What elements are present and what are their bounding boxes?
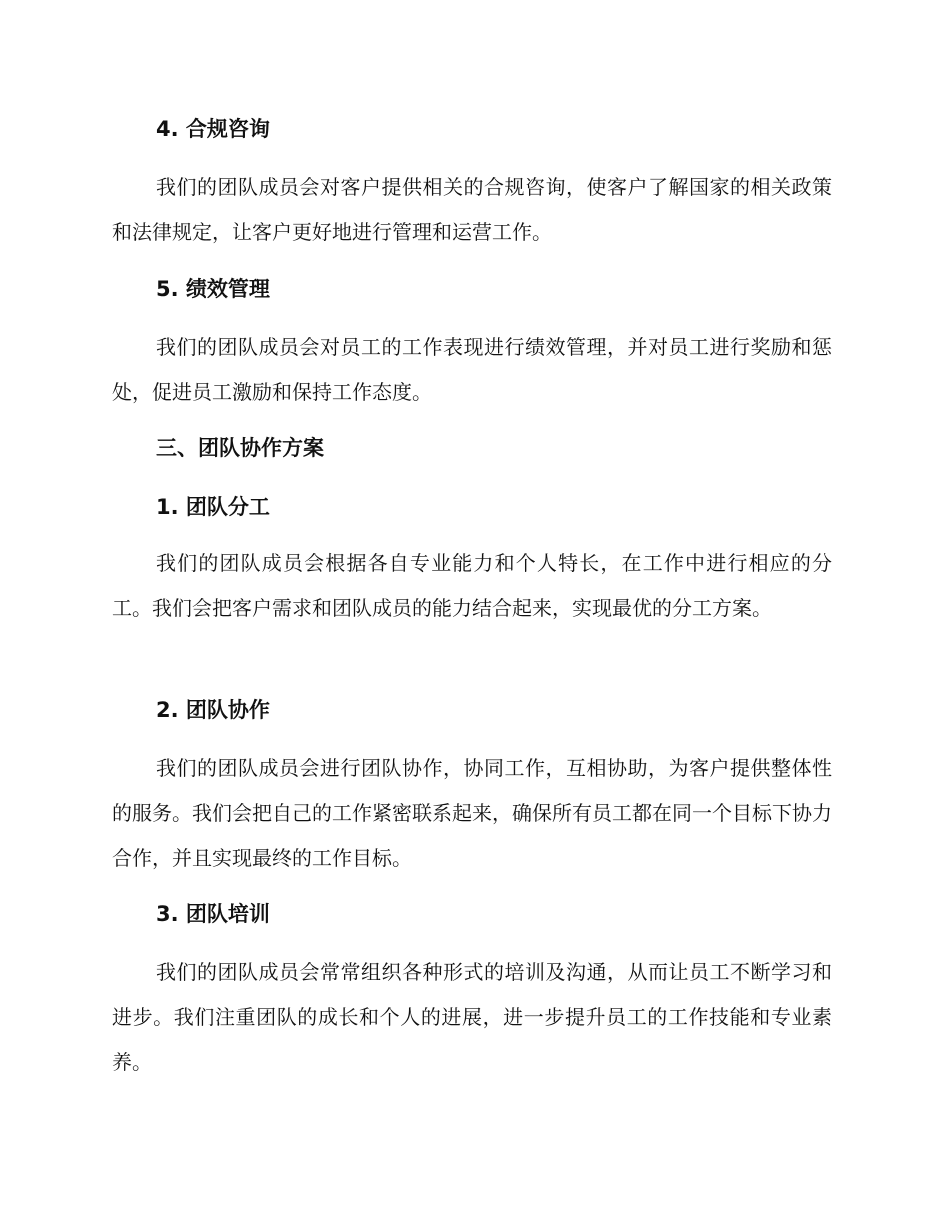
paragraph-compliance: 我们的团队成员会对客户提供相关的合规咨询，使客户了解国家的相关政策和法律规定，让客户更好地进行管理和运营工作。 bbox=[112, 175, 832, 244]
paragraph-division: 我们的团队成员会根据各自专业能力和个人特长，在工作中进行相应的分工。我们会把客户需求和团队成员的能力结合起来，实现最优的分工方案。 bbox=[112, 551, 832, 620]
section-heading-compliance: 4. 合规咨询 bbox=[156, 117, 270, 141]
paragraph-performance: 我们的团队成员会对员工的工作表现进行绩效管理，并对员工进行奖励和惩处，促进员工激励和保持工作态度。 bbox=[112, 335, 832, 404]
paragraph-collaboration: 我们的团队成员会进行团队协作，协同工作，互相协助，为客户提供整体性的服务。我们会把自己的工作紧密联系起来，确保所有员工都在同一个目标下协力合作，并且实现最终的工作目标。 bbox=[112, 756, 832, 870]
paragraph-training: 我们的团队成员会常常组织各种形式的培训及沟通，从而让员工不断学习和进步。我们注重团队的成长和个人的进展，进一步提升员工的工作技能和专业素养。 bbox=[112, 960, 832, 1074]
section-heading-training: 3. 团队培训 bbox=[156, 902, 270, 926]
section-heading-performance: 5. 绩效管理 bbox=[156, 277, 270, 301]
section-heading-division: 1. 团队分工 bbox=[156, 495, 270, 519]
section-heading-collaboration: 2. 团队协作 bbox=[156, 698, 270, 722]
chapter-heading-teamwork-plan: 三、团队协作方案 bbox=[156, 436, 324, 460]
